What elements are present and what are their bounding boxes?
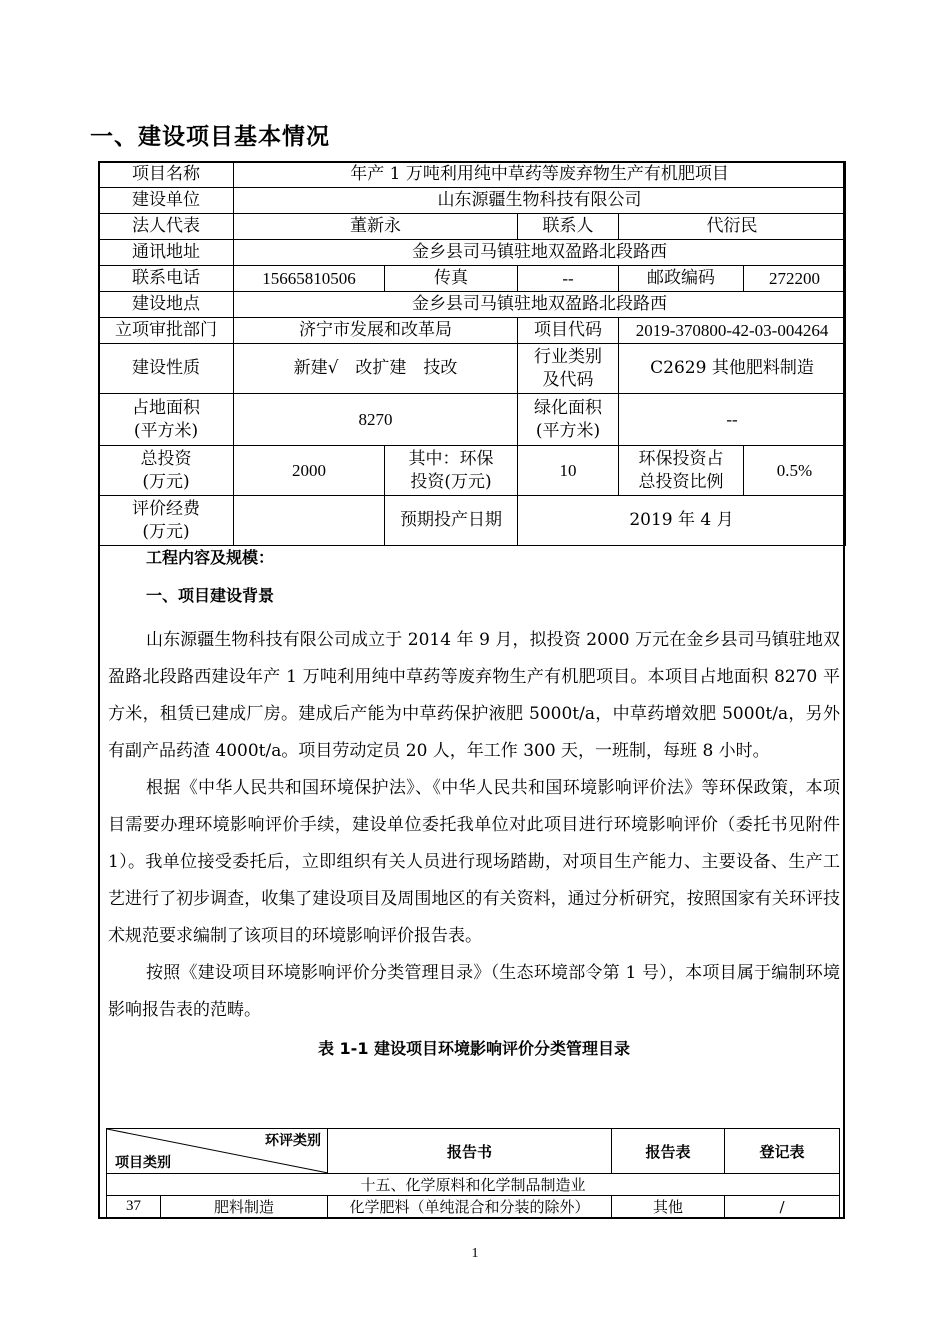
- invest-label: [99, 446, 234, 496]
- green-label-line2: (平方米): [535, 420, 601, 441]
- contact-value: 代衍民: [619, 214, 846, 240]
- approval-label: 立项审批部门: [99, 318, 234, 344]
- env-invest-value: 10: [518, 446, 619, 496]
- ratio-label-line2: 总投资比例: [638, 471, 724, 492]
- ratio-label-line1: 环保投资占: [638, 448, 724, 469]
- phone-label: 联系电话: [99, 266, 234, 292]
- industry-label-line2: 及代码: [542, 369, 594, 390]
- fee-value: [234, 496, 385, 546]
- legal-value: 董新永: [234, 214, 518, 240]
- address-value: 金乡县司马镇驻地双盈路北段路西: [234, 240, 846, 266]
- project-description: [108, 546, 840, 1063]
- industry-label-line1: 行业类别: [534, 346, 602, 367]
- env-invest-label: [385, 446, 518, 496]
- fee-label-line2: (万元): [142, 521, 190, 542]
- classification-table: [106, 1128, 840, 1218]
- table-caption: 表 1-1 建设项目环境影响评价分类管理目录: [317, 1039, 631, 1058]
- postcode-label: 邮政编码: [619, 266, 744, 292]
- area-label-line1: 占地面积: [132, 397, 200, 418]
- diagonal-header-cell: [107, 1129, 328, 1174]
- col-register: 登记表: [725, 1129, 840, 1174]
- phone-value: 15665810506: [234, 266, 385, 292]
- row-register: /: [725, 1196, 840, 1218]
- address-label: 通讯地址: [99, 240, 234, 266]
- col-report-form: 报告表: [612, 1129, 725, 1174]
- paragraph-classification: 按照《建设项目环境影响评价分类管理目录》（生态环境部令第 1 号），本项目属于编制环境影响报告表的范畴。: [108, 963, 840, 1020]
- green-label-line1: 绿化面积: [534, 397, 602, 418]
- env-invest-label-line2: 投资(万元): [410, 471, 492, 492]
- invest-value: 2000: [234, 446, 385, 496]
- legal-label: 法人代表: [99, 214, 234, 240]
- diag-top-label: 环评类别: [265, 1133, 321, 1149]
- paragraph-regulation: 根据《中华人民共和国环境保护法》、《中华人民共和国环境影响评价法》等环保政策，本项目需要办理环境影响评价手续，建设单位委托我单位对此项目进行环境影响评价（委托书见附件 1）。我单位接受委托后，立即组织有关人员进行现场踏勘，对项目生产能力、主要设备、生产工艺进行了初步调查，收集了建设项目及周围地区的有关资料，通过分析研究，按照国家有关环评技术规范要求编制了该项目的环境影响评价报告表。: [108, 778, 840, 946]
- green-label: [518, 394, 619, 446]
- scope-title: 工程内容及规模：: [146, 548, 275, 567]
- code-value: 2019-370800-42-03-004264: [619, 318, 846, 344]
- ratio-value: 0.5%: [744, 446, 846, 496]
- green-value: --: [619, 394, 846, 446]
- section-heading: 一、建设项目基本情况: [90, 124, 330, 150]
- row-report-book: 化学肥料（单纯混合和分装的除外）: [328, 1196, 612, 1218]
- paragraph-background: 山东源疆生物科技有限公司成立于 2014 年 9 月，拟投资 2000 万元在金乡县司马镇驻地双盈路北段路西建设年产 1 万吨利用纯中草药等废弃物生产有机肥项目。本项目占地面积 8270 平方米，租赁已建成厂房。建成后产能为中草药保护液肥 5000t/a，中草药增效肥 5000t/a，另外有副产品药渣 4000t/a。项目劳动定员 20 人，年工作 300 天，一班制，每班 8 小时。: [108, 630, 840, 761]
- section-row: 十五、化学原料和化学制品制造业: [107, 1174, 840, 1196]
- invest-label-line2: (万元): [142, 471, 190, 492]
- site-value: 金乡县司马镇驻地双盈路北段路西: [234, 292, 846, 318]
- fee-label-line1: 评价经费: [132, 498, 200, 519]
- col-report-book: 报告书: [328, 1129, 612, 1174]
- area-label-line2: (平方米): [133, 420, 199, 441]
- nature-value: 新建√ 改扩建 技改: [234, 344, 518, 394]
- fee-label: [99, 496, 234, 546]
- project-name-value: 年产 1 万吨利用纯中草药等废弃物生产有机肥项目: [234, 162, 846, 188]
- row-name: 肥料制造: [161, 1196, 328, 1218]
- fax-value: --: [518, 266, 619, 292]
- page-number: 1: [471, 1246, 479, 1261]
- fax-label: 传真: [385, 266, 518, 292]
- area-value: 8270: [234, 394, 518, 446]
- contact-label: 联系人: [518, 214, 619, 240]
- approval-value: 济宁市发展和改革局: [234, 318, 518, 344]
- invest-label-line1: 总投资: [140, 448, 192, 469]
- unit-value: 山东源疆生物科技有限公司: [234, 188, 846, 214]
- date-label: 预期投产日期: [385, 496, 518, 546]
- area-label: [99, 394, 234, 446]
- ratio-label: [619, 446, 744, 496]
- nature-label: 建设性质: [99, 344, 234, 394]
- row-report-form: 其他: [612, 1196, 725, 1218]
- diag-bottom-label: 项目类别: [115, 1155, 171, 1171]
- industry-label: [518, 344, 619, 394]
- unit-label: 建设单位: [99, 188, 234, 214]
- date-value: 2019 年 4 月: [518, 496, 846, 546]
- industry-value: C2629 其他肥料制造: [619, 344, 846, 394]
- basic-info-table: [98, 161, 846, 546]
- row-number: 37: [107, 1196, 161, 1218]
- background-title: 一、项目建设背景: [146, 586, 275, 605]
- project-name-label: 项目名称: [99, 162, 234, 188]
- site-label: 建设地点: [99, 292, 234, 318]
- env-invest-label-line1: 其中：环保: [408, 448, 494, 469]
- postcode-value: 272200: [744, 266, 846, 292]
- code-label: 项目代码: [518, 318, 619, 344]
